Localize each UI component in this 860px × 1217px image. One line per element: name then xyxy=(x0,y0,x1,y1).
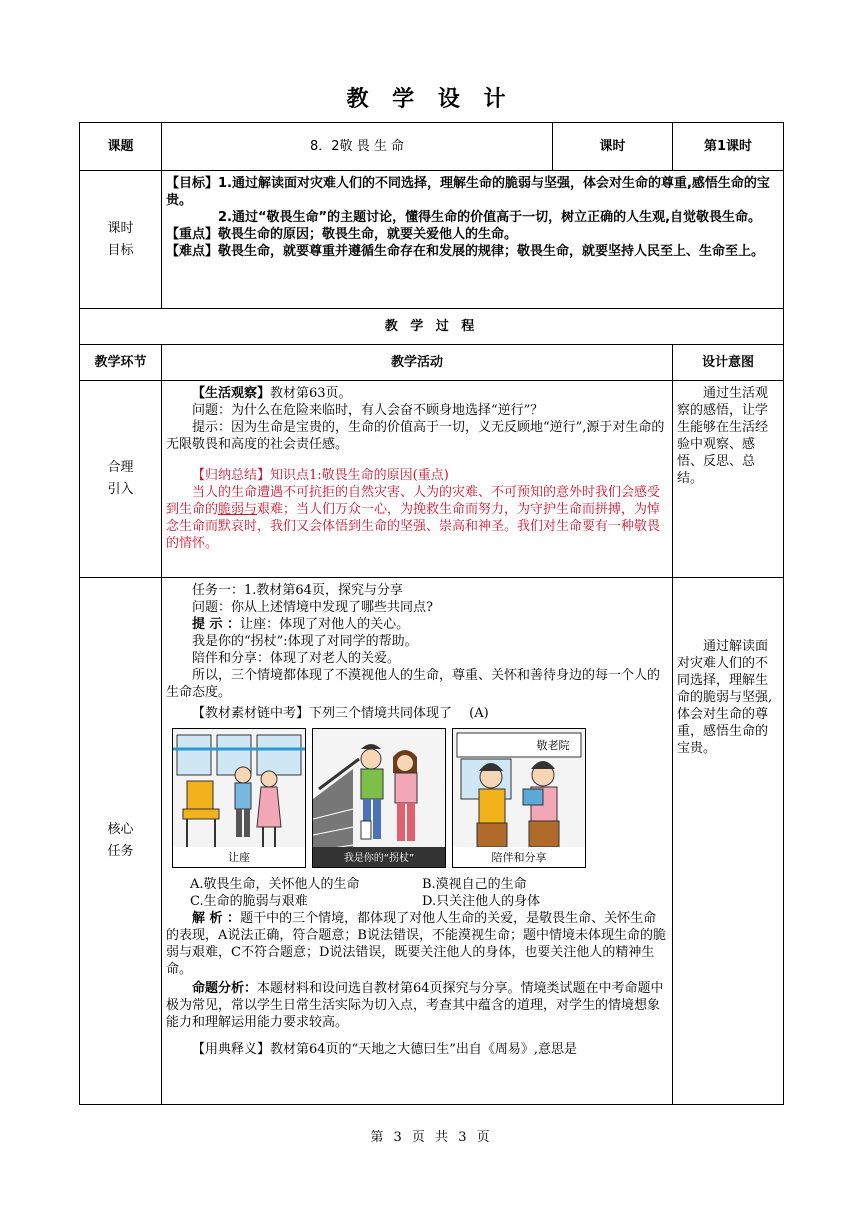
course-value: 8．2敬 畏 生 命 xyxy=(162,123,553,171)
process-title: 教 学 过 程 xyxy=(80,309,784,345)
illustration-crutch xyxy=(312,728,446,868)
goal-line-2: 2.通过“敬畏生命”的主题讨论，懂得生命的价值高于一切，树立正确的人生观,自觉敬畏生命。 xyxy=(218,210,762,225)
task-crutch: 我是你的“拐杖”:体现了对同学的帮助。 xyxy=(192,634,418,649)
fig3-caption: 陪伴和分享 xyxy=(491,851,547,864)
question-analysis: 命题分析：本题材料和设问选自教材第64页探究与分享。情境类试题在中考命题中极为常见，常以学生日常生活实际为切入点，考查其中蕴含的道理，对学生的情境想象能力和理解运用能力要求较高。 xyxy=(166,981,664,1030)
col-intent: 设计意图 xyxy=(673,345,784,381)
fig1-caption: 让座 xyxy=(228,851,250,864)
fig2-caption: 我是你的“拐杖” xyxy=(343,853,415,864)
option-b: B.漠视自己的生命 xyxy=(422,877,527,892)
goals-content xyxy=(162,171,784,309)
intro-activity xyxy=(162,381,673,578)
col-activity: 教学活动 xyxy=(162,345,673,381)
goal-line-1: 【目标】1.通过解读面对灾难人们的不同选择，理解生命的脆弱与坚强，体会对生命的尊重,感悟生命的宝贵。 xyxy=(166,176,770,208)
period-value: 第1课时 xyxy=(673,123,784,171)
option-a: A.敬畏生命，关怀他人的生命 xyxy=(190,877,360,892)
intro-question: 问题：为什么在危险来临时，有人会奋不顾身地选择“逆行”？ xyxy=(192,403,544,418)
task-conclusion: 所以，三个情境都体现了不漠视他人的生命，尊重、关怀和善待身边的每一个人的生命态度。 xyxy=(166,668,661,700)
summary-heading: 【归纳总结】知识点1:敬畏生命的原因(重点) xyxy=(192,468,449,483)
summary-text: 当人的生命遭遇不可抗拒的自然灾害、人为的灾难、不可预知的意外时我们会感受到生命的脆弱与艰难；当人们万众一心，为挽救生命而努力，为守护生命而拼搏，为悼念生命而默哀时，我们又会体悟到生命的坚强、崇高和神圣。我们对生命要有一种敬畏的情怀。 xyxy=(166,485,661,551)
life-observation: 【生活观察】教材第63页。 xyxy=(192,386,352,401)
task-question: 问题：你从上述情境中发现了哪些共同点? xyxy=(192,600,433,615)
task-company: 陪伴和分享：体现了对老人的关爱。 xyxy=(192,651,401,666)
period-label: 课时 xyxy=(553,123,673,171)
illustration-give-seat xyxy=(172,728,306,868)
lesson-table xyxy=(79,122,784,1105)
task-one: 任务一：1.教材第64页，探究与分享 xyxy=(192,583,403,598)
col-stage: 教学环节 xyxy=(80,345,162,381)
goals-side-label: 课时 目标 xyxy=(80,171,162,309)
core-side-label: 核心 任务 xyxy=(80,578,162,1105)
analysis: 解 析 ：题干中的三个情境，都体现了对他人生命的关爱，是敬畏生命、关怀生命的表现，A说法正确，符合题意；B说法错误，不能漠视生命；题中情境未体现生命的脆弱与艰难，C不符合题意；D说法错误，既要关注他人的身体，也要关注他人的精神生命。 xyxy=(166,911,666,977)
illustration-company-share xyxy=(452,728,586,868)
exam-link: 【教材素材链中考】下列三个情境共同体现了 (A) xyxy=(192,706,489,721)
difficult-point: 【难点】敬畏生命，就要尊重并遵循生命存在和发展的规律；敬畏生命，就要坚持人民至上、生命至上。 xyxy=(166,244,765,259)
key-point: 【重点】敬畏生命的原因；敬畏生命，就要关爱他人的生命。 xyxy=(166,227,518,242)
answer-options xyxy=(190,876,668,910)
classic-quote: 【用典释义】教材第64页的“天地之大德曰生”出自《周易》,意思是 xyxy=(192,1042,577,1057)
fig3-sign: 敬老院 xyxy=(536,739,570,752)
page-title: 教 学 设 计 xyxy=(346,87,514,112)
intro-hint: 提示：因为生命是宝贵的，生命的价值高于一切，义无反顾地“逆行”,源于对生命的无限敬畏和高度的社会责任感。 xyxy=(166,420,665,452)
option-c: C.生命的脆弱与艰难 xyxy=(190,894,308,909)
option-d: D.只关注他人的身体 xyxy=(422,894,541,909)
core-activity xyxy=(162,578,673,1105)
illustration-row xyxy=(172,728,668,868)
core-intent: 通过解读面对灾难人们的不同选择，理解生命的脆弱与坚强,体会对生命的尊重，感悟生命的宝贵。 xyxy=(673,578,784,1105)
intro-intent: 通过生活观察的感悟，让学生能够在生活经验中观察、感悟、反思、总结。 xyxy=(673,381,784,578)
course-label: 课题 xyxy=(80,123,162,171)
intro-side-label: 合理 引入 xyxy=(80,381,162,578)
task-hint: 提 示 ：让座：体现了对他人的关心。 xyxy=(192,617,410,632)
page-footer: 第 3 页 共 3 页 xyxy=(370,1130,490,1145)
